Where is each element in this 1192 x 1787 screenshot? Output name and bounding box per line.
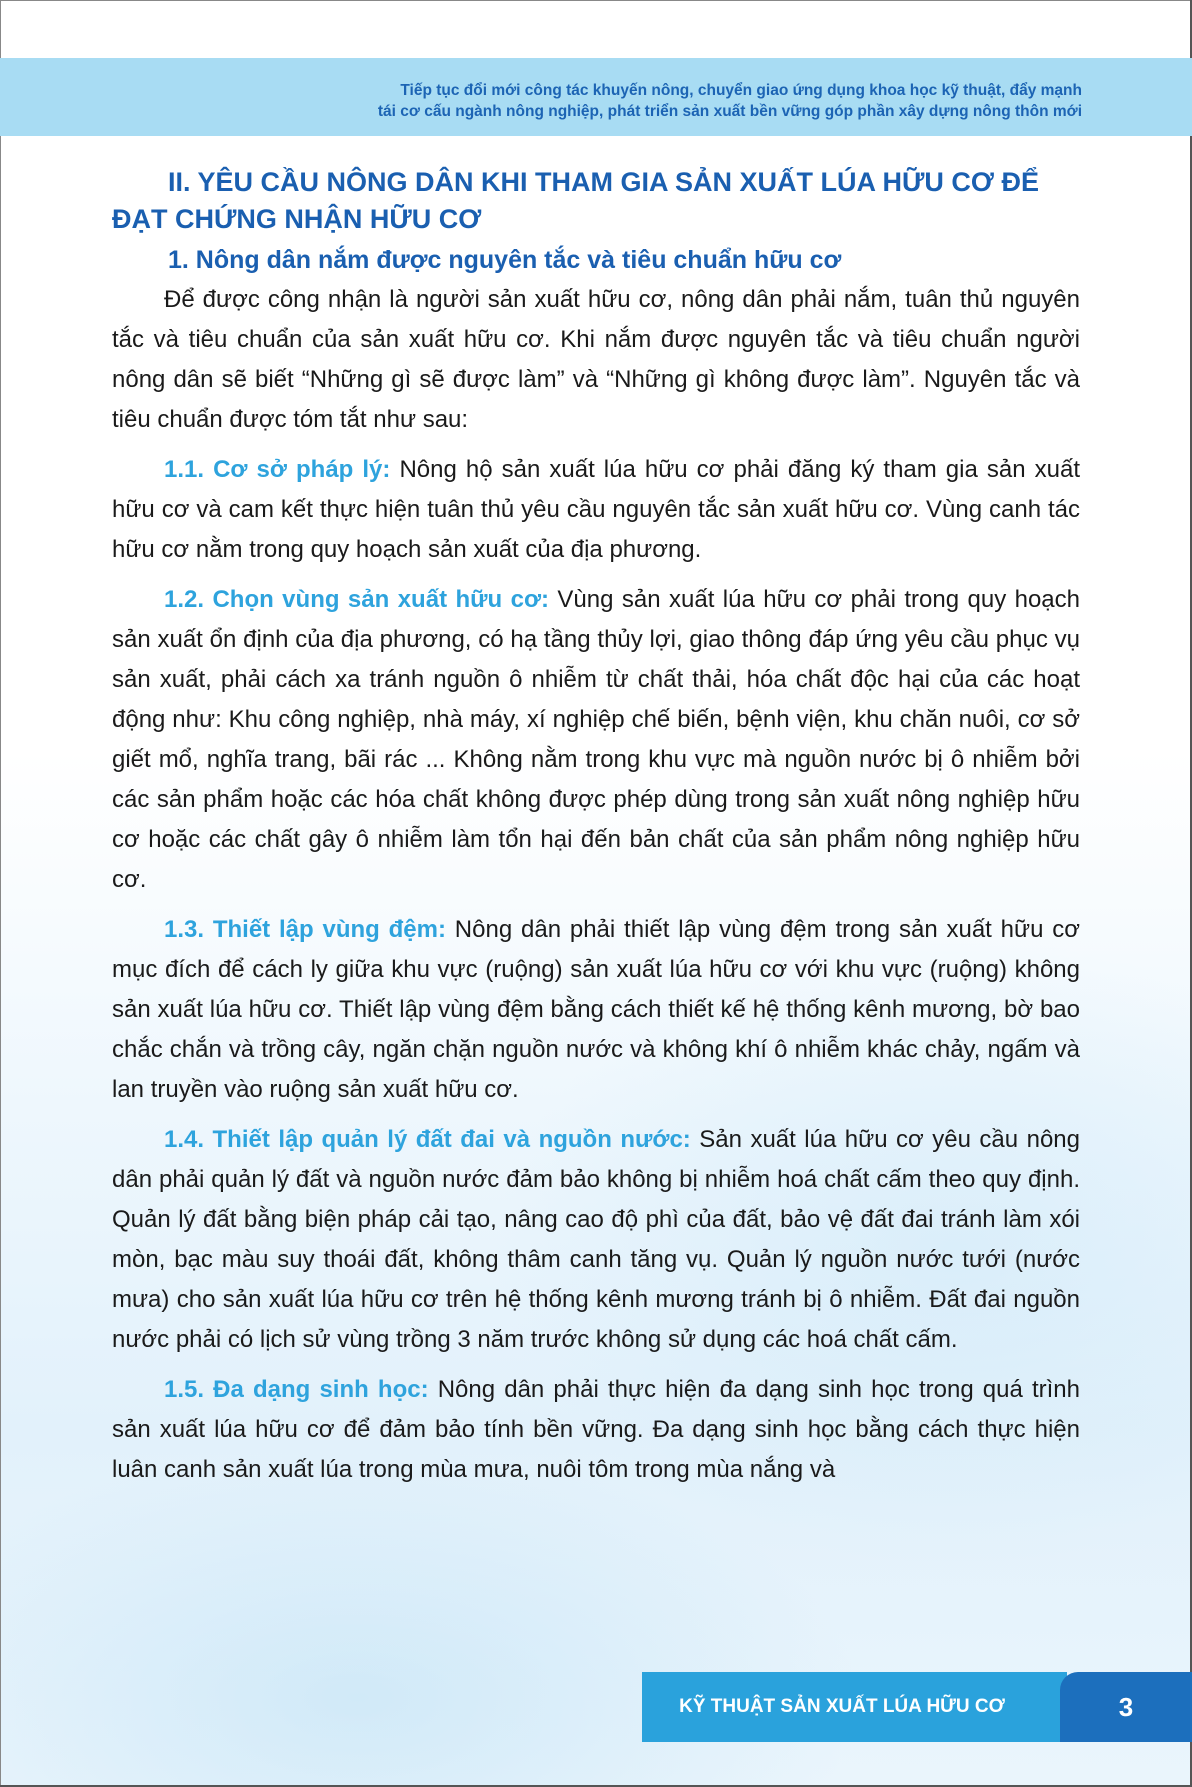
item-text: Nông hộ sản xuất lúa hữu cơ phải đăng ký tham gia sản xuất hữu cơ và cam kết thực hiện tuân thủ yêu cầu nguyên tắc sản xuất hữu cơ. Vùng canh tác hữu cơ nằm trong quy hoạch sản xuất của địa phương. (112, 456, 1081, 563)
subheading: 1. Nông dân nắm được nguyên tắc và tiêu chuẩn hữu cơ (168, 246, 842, 274)
item-paragraph-1-2 (112, 580, 1080, 900)
item-paragraph-1-5 (112, 1370, 1080, 1490)
running-header (182, 80, 1082, 122)
item-lead: 1.1. Cơ sở pháp lý: (164, 456, 391, 483)
page-border-top (0, 0, 1192, 1)
running-header-line-1: Tiếp tục đổi mới công tác khuyến nông, chuyển giao ứng dụng khoa học kỹ thuật, đẩy mạnh (400, 82, 1082, 99)
item-text: Vùng sản xuất lúa hữu cơ phải trong quy hoạch sản xuất ổn định của địa phương, có hạ tầng thủy lợi, giao thông đáp ứng yêu cầu phục vụ sản xuất, phải cách xa tránh nguồn ô nhiễm từ chất thải, hóa chất độc hại của các hoạt động như: Khu công nghiệp, nhà máy, xí nghiệp chế biến, bệnh viện, khu chăn nuôi, cơ sở giết mổ, nghĩa trang, bãi rác ... Không nằm trong khu vực mà nguồn nước bị ô nhiễm bởi các sản phẩm hoặc các hóa chất không được phép dùng trong sản xuất nông nghiệp hữu cơ hoặc các chất gây ô nhiễm làm tổn hại đến bản chất của sản phẩm nông nghiệp hữu cơ. (112, 586, 1080, 893)
item-paragraph-1-1 (112, 450, 1080, 570)
item-lead: 1.4. Thiết lập quản lý đất đai và nguồn nước: (164, 1126, 691, 1153)
footer-title: KỸ THUẬT SẢN XUẤT LÚA HỮU CƠ (679, 1696, 1005, 1717)
item-text: Nông dân phải thiết lập vùng đệm trong sản xuất hữu cơ mục đích để cách ly giữa khu vực (ruộng) sản xuất lúa hữu cơ với khu vực (ruộng) không sản xuất lúa hữu cơ. Thiết lập vùng đệm bằng cách thiết kế hệ thống kênh mương, bờ bao chắc chắn và trồng cây, ngăn chặn nguồn nước và không khí ô nhiễm khác chảy, ngấm và lan truyền vào ruộng sản xuất hữu cơ. (112, 916, 1080, 1103)
section-title: II. YÊU CẦU NÔNG DÂN KHI THAM GIA SẢN XUẤT LÚA HỮU CƠ ĐỂ ĐẠT CHỨNG NHẬN HỮU CƠ (112, 167, 1039, 234)
item-text: Sản xuất lúa hữu cơ yêu cầu nông dân phải quản lý đất và nguồn nước đảm bảo không bị nhiễm hoá chất cấm theo quy định. Quản lý đất bằng biện pháp cải tạo, nâng cao độ phì của đất, bảo vệ đất đai tránh làm xói mòn, bạc màu suy thoái đất, không thâm canh tăng vụ. Quản lý nguồn nước tưới (nước mưa) cho sản xuất lúa hữu cơ trên hệ thống kênh mương tránh bị ô nhiễm. Đất đai nguồn nước phải có lịch sử vùng trồng 3 năm trước không sử dụng các hoá chất cấm. (112, 1126, 1080, 1353)
intro-paragraph: Để được công nhận là người sản xuất hữu cơ, nông dân phải nắm, tuân thủ nguyên tắc và tiêu chuẩn của sản xuất hữu cơ. Khi nắm được nguyên tắc và tiêu chuẩn người nông dân sẽ biết “Những gì sẽ được làm” và “Những gì không được làm”. Nguyên tắc và tiêu chuẩn được tóm tắt như sau: (112, 286, 1080, 433)
item-text: Nông dân phải thực hiện đa dạng sinh học trong quá trình sản xuất lúa hữu cơ để đảm bảo tính bền vững. Đa dạng sinh học bằng cách thực hiện luân canh sản xuất lúa trong mùa mưa, nuôi tôm trong mùa nắng và (112, 1376, 1080, 1483)
item-paragraph-1-4 (112, 1120, 1080, 1360)
page-content (112, 164, 1080, 1490)
page-number: 3 (1118, 1692, 1134, 1722)
page-border-left (0, 0, 1, 1787)
item-lead: 1.3. Thiết lập vùng đệm: (164, 916, 446, 943)
item-lead: 1.2. Chọn vùng sản xuất hữu cơ: (164, 586, 549, 613)
item-lead: 1.5. Đa dạng sinh học: (164, 1376, 429, 1403)
item-paragraph-1-3 (112, 910, 1080, 1110)
page-number-tab (1060, 1672, 1192, 1742)
footer-bar (642, 1672, 1067, 1742)
running-header-line-2: tái cơ cấu ngành nông nghiệp, phát triển sản xuất bền vững góp phần xây dựng nông thôn mới (377, 103, 1082, 120)
